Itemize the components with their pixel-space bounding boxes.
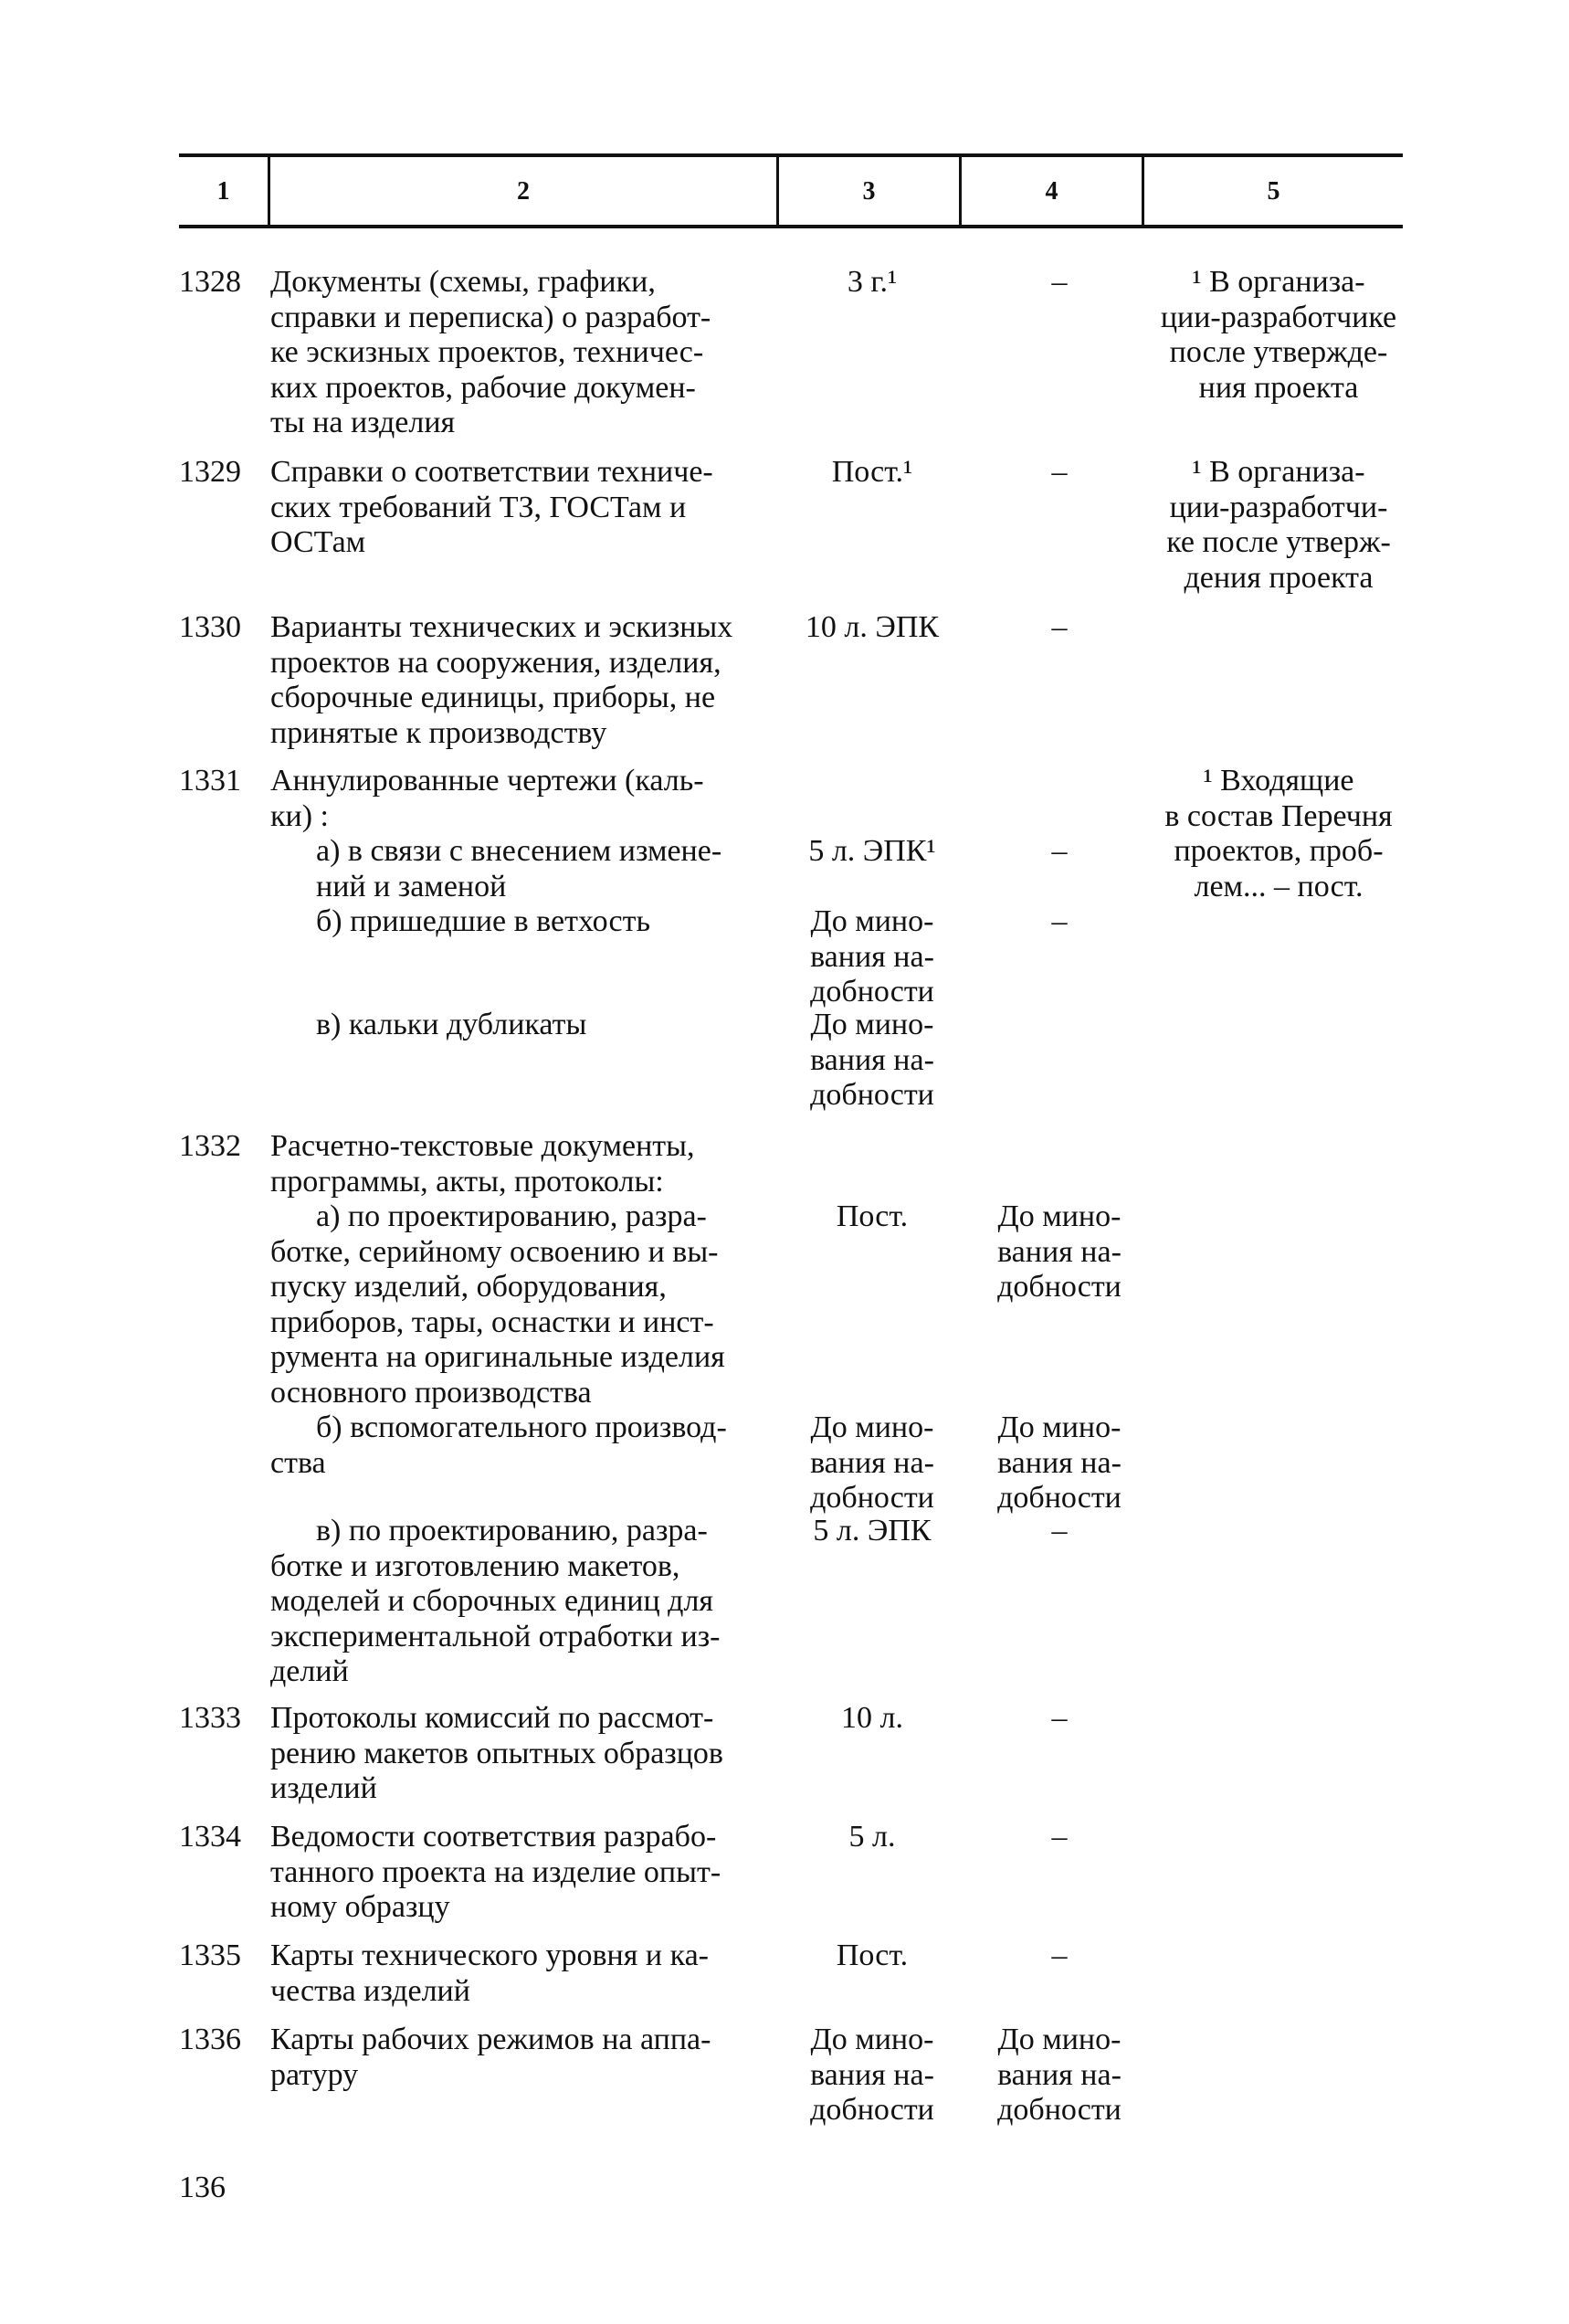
subrow-retention-term: До мино- вания на- добности bbox=[810, 1410, 934, 1515]
row-retention-term: 10 л. ЭПК bbox=[805, 610, 940, 644]
row-description: Ведомости соответствия разрабо- танного проекта на изделие опыт- ному образцу bbox=[270, 1820, 721, 1924]
header-col-2: 2 bbox=[517, 177, 530, 206]
subrow-retention-term: Пост. bbox=[836, 1199, 909, 1233]
row-number: 1336 bbox=[179, 2023, 241, 2056]
row-expert-term: До мино- вания на- добности bbox=[997, 2023, 1121, 2127]
row-description: Документы (схемы, графики, справки и переписка) о разработ- ке эскизных проектов, техничес- ких проектов, рабочие докумен- ты на изделия bbox=[270, 265, 711, 439]
row-number: 1331 bbox=[179, 764, 241, 798]
row-description: Варианты технических и эскизных проектов на сооружения, изделия, сборочные единицы, приборы, не принятые к производству bbox=[270, 610, 733, 750]
row-description: Протоколы комиссий по рассмот- рению макетов опытных образцов изделий bbox=[270, 1701, 723, 1805]
page-number: 136 bbox=[179, 2171, 226, 2204]
subrow-description: а) по проектированию, разра- ботке, серийному освоению и вы- пуску изделий, оборудования, приборов, тары, оснастки и инст- румента на оригинальные изделия основного производства bbox=[270, 1199, 725, 1410]
row-number: 1334 bbox=[179, 1820, 241, 1854]
row-expert-term: – bbox=[1051, 610, 1068, 644]
subrow-retention-term: 5 л. ЭПК bbox=[813, 1514, 932, 1548]
row-number: 1332 bbox=[179, 1129, 241, 1163]
subrow-description: в) кальки дубликаты bbox=[316, 1008, 587, 1041]
row-retention-term: 5 л. bbox=[848, 1820, 896, 1854]
row-number: 1330 bbox=[179, 610, 241, 644]
subrow-expert-term: – bbox=[1051, 834, 1068, 868]
subrow-expert-term: – bbox=[1051, 904, 1068, 938]
row-number: 1335 bbox=[179, 1938, 241, 1972]
row-number: 1328 bbox=[179, 265, 241, 299]
row-retention-term: Пост. bbox=[836, 1938, 909, 1972]
header-col-5: 5 bbox=[1267, 177, 1280, 206]
subrow-description: в) по проектированию, разра- ботке и изготовлению макетов, моделей и сборочных единиц для экспериментальной отработки из- делий bbox=[270, 1514, 721, 1688]
row-description: Карты технического уровня и ка- чества изделий bbox=[270, 1938, 709, 2008]
row-expert-term: – bbox=[1051, 1938, 1068, 1972]
row-note: ¹ В организа- ции-разработчи- ке после утверж- дения проекта bbox=[1166, 455, 1391, 595]
subrow-expert-term: До мино- вания на- добности bbox=[997, 1410, 1121, 1515]
row-retention-term: 10 л. bbox=[841, 1701, 903, 1735]
row-expert-term: – bbox=[1051, 265, 1068, 299]
header-col-4: 4 bbox=[1045, 177, 1058, 206]
row-expert-term: – bbox=[1051, 1820, 1068, 1854]
row-description: Расчетно-текстовые документы, программы, акты, протоколы: bbox=[270, 1129, 695, 1199]
subrow-retention-term: До мино- вания на- добности bbox=[810, 1008, 934, 1112]
subrow-retention-term: До мино- вания на- добности bbox=[810, 904, 934, 1009]
row-note: ¹ Входящие в состав Перечня проектов, проб- лем... – пост. bbox=[1164, 764, 1393, 903]
row-description: Справки о соответствии техниче- ских требований ТЗ, ГОСТам и ОСТам bbox=[270, 455, 713, 559]
header-col-3: 3 bbox=[862, 177, 876, 206]
subrow-expert-term: – bbox=[1051, 1514, 1068, 1548]
subrow-description: б) вспомогательного производ- ства bbox=[270, 1410, 727, 1480]
row-retention-term: До мино- вания на- добности bbox=[810, 2023, 934, 2127]
row-description: Карты рабочих режимов на аппа- ратуру bbox=[270, 2023, 711, 2092]
row-note: ¹ В организа- ции-разработчике после утвержде- ния проекта bbox=[1160, 265, 1397, 405]
subrow-description: б) пришедшие в ветхость bbox=[316, 904, 650, 938]
row-retention-term: 3 г.¹ bbox=[847, 265, 898, 299]
row-retention-term: Пост.¹ bbox=[831, 455, 913, 489]
subrow-expert-term: До мино- вания на- добности bbox=[997, 1199, 1121, 1304]
row-number: 1333 bbox=[179, 1701, 241, 1735]
row-expert-term: – bbox=[1051, 455, 1068, 489]
row-expert-term: – bbox=[1051, 1701, 1068, 1735]
subrow-retention-term: 5 л. ЭПК¹ bbox=[808, 834, 936, 868]
row-description: Аннулированные чертежи (каль- ки) : bbox=[270, 764, 704, 833]
header-col-1: 1 bbox=[216, 177, 230, 206]
subrow-description: а) в связи с внесением измене- ний и заменой bbox=[316, 834, 722, 903]
row-number: 1329 bbox=[179, 455, 241, 489]
